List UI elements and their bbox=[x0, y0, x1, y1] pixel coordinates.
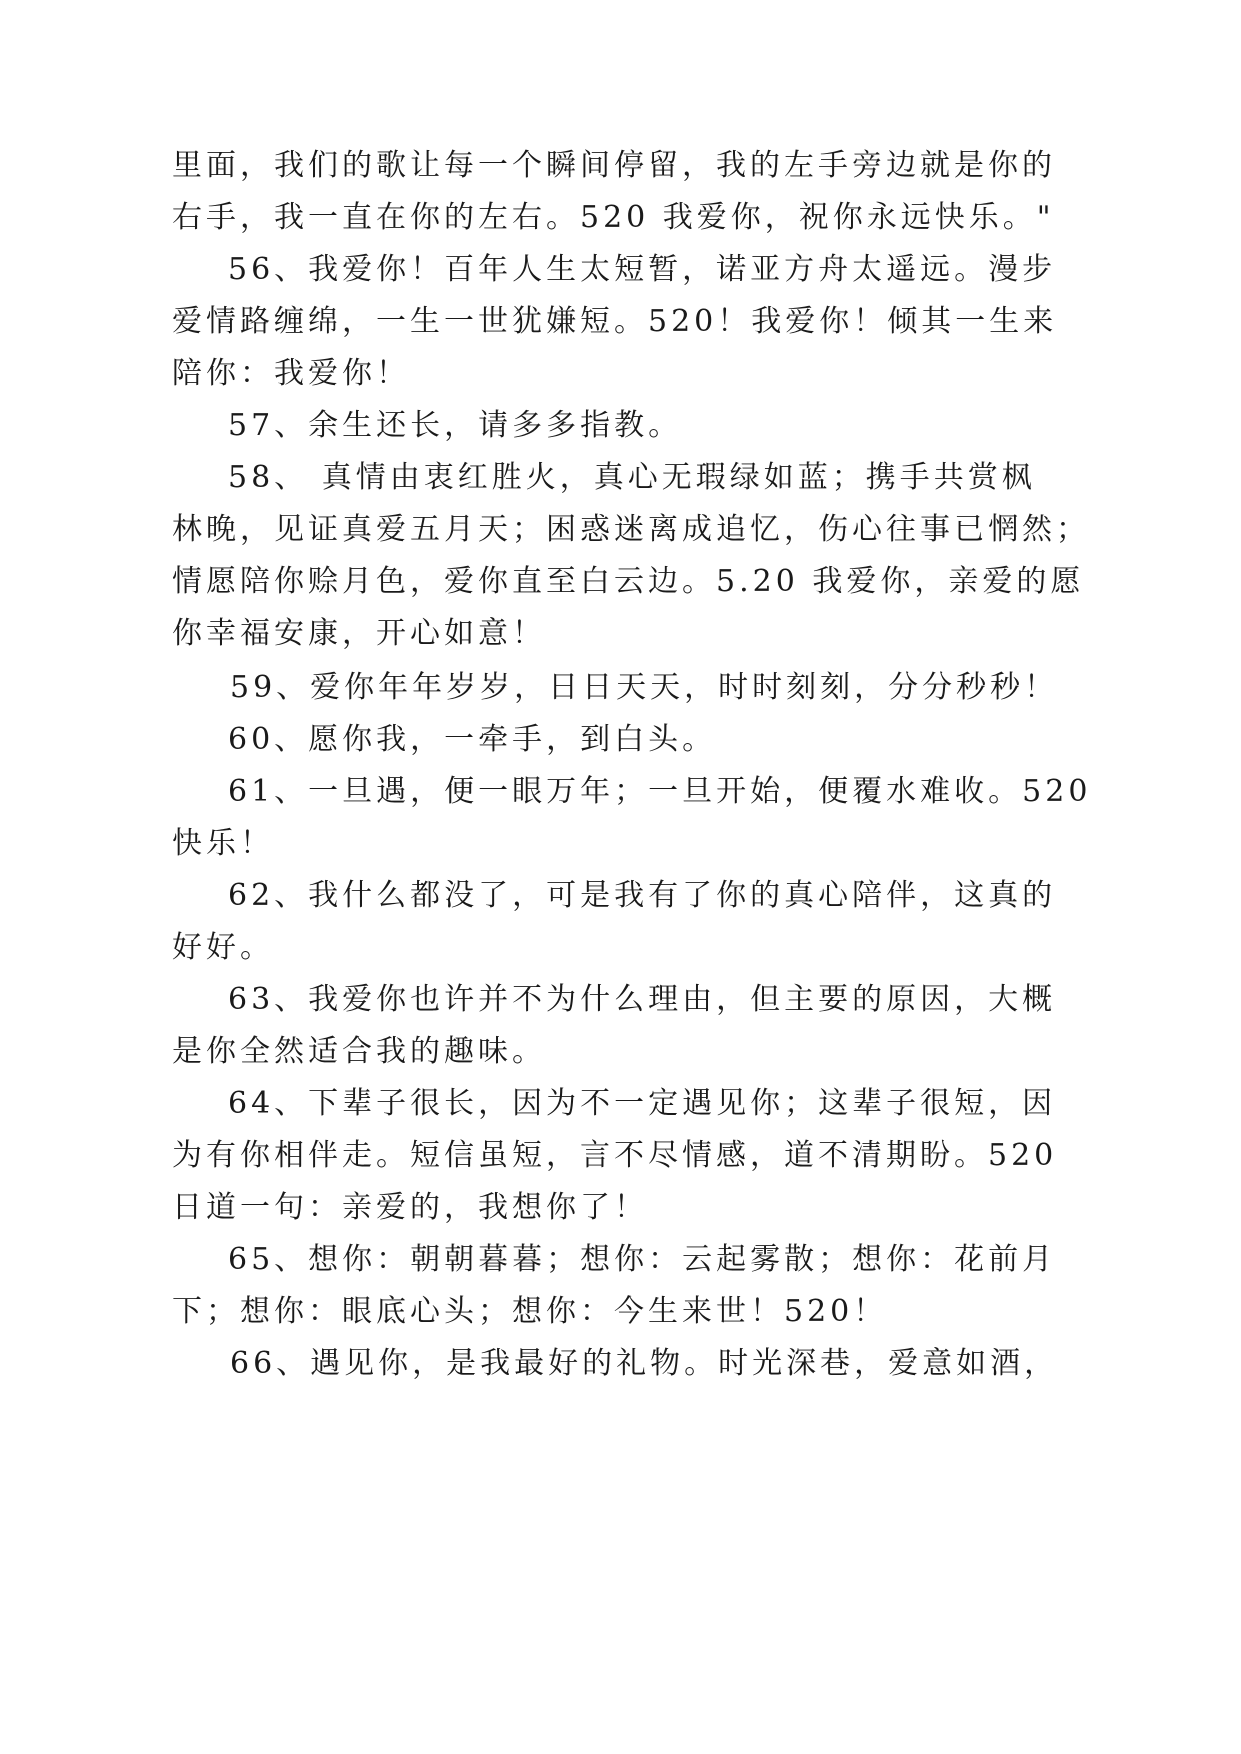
text-line: 快乐！ bbox=[172, 826, 274, 861]
text-line: 林晚，见证真爱五月天；困惑迷离成追忆，伤心往事已惘然； bbox=[172, 512, 1090, 547]
text-line: 情愿陪你赊月色，爱你直至白云边。5.20 我爱你，亲爱的愿 bbox=[172, 564, 1085, 599]
text-line: 右手，我一直在你的左右。520 我爱你，祝你永远快乐。" bbox=[172, 200, 1055, 235]
text-line: 60、愿你我，一牵手，到白头。 bbox=[228, 722, 717, 757]
text-line: 62、我什么都没了，可是我有了你的真心陪伴，这真的 bbox=[228, 878, 1057, 913]
text-line: 56、我爱你！百年人生太短暂，诺亚方舟太遥远。漫步 bbox=[228, 252, 1057, 287]
text-line: 59、爱你年年岁岁，日日天天，时时刻刻，分分秒秒！ bbox=[230, 670, 1059, 705]
text-line: 65、想你：朝朝暮暮；想你：云起雾散；想你：花前月 bbox=[228, 1242, 1057, 1277]
text-line: 下；想你：眼底心头；想你：今生来世！520！ bbox=[172, 1294, 888, 1329]
text-line: 61、一旦遇，便一眼万年；一旦开始，便覆水难收。520 bbox=[228, 774, 1092, 809]
text-line: 63、我爱你也许并不为什么理由，但主要的原因，大概 bbox=[228, 982, 1057, 1017]
text-line: 你幸福安康，开心如意！ bbox=[172, 616, 546, 651]
text-line: 57、余生还长，请多多指教。 bbox=[228, 408, 683, 443]
text-line: 好好。 bbox=[172, 930, 274, 965]
text-line: 64、下辈子很长，因为不一定遇见你；这辈子很短，因 bbox=[228, 1086, 1057, 1121]
text-line: 爱情路缠绵，一生一世犹嫌短。520！我爱你！倾其一生来 bbox=[172, 304, 1058, 339]
text-line: 是你全然适合我的趣味。 bbox=[172, 1034, 546, 1069]
text-line: 里面，我们的歌让每一个瞬间停留，我的左手旁边就是你的 bbox=[172, 148, 1056, 183]
text-line: 58、 真情由衷红胜火，真心无瑕绿如蓝；携手共赏枫 bbox=[228, 460, 1036, 495]
text-line: 为有你相伴走。短信虽短，言不尽情感，道不清期盼。520 bbox=[172, 1138, 1058, 1173]
text-line: 日道一句：亲爱的，我想你了！ bbox=[172, 1190, 648, 1225]
text-line: 66、遇见你，是我最好的礼物。时光深巷，爱意如酒， bbox=[230, 1346, 1059, 1381]
text-line: 陪你：我爱你！ bbox=[172, 356, 410, 391]
